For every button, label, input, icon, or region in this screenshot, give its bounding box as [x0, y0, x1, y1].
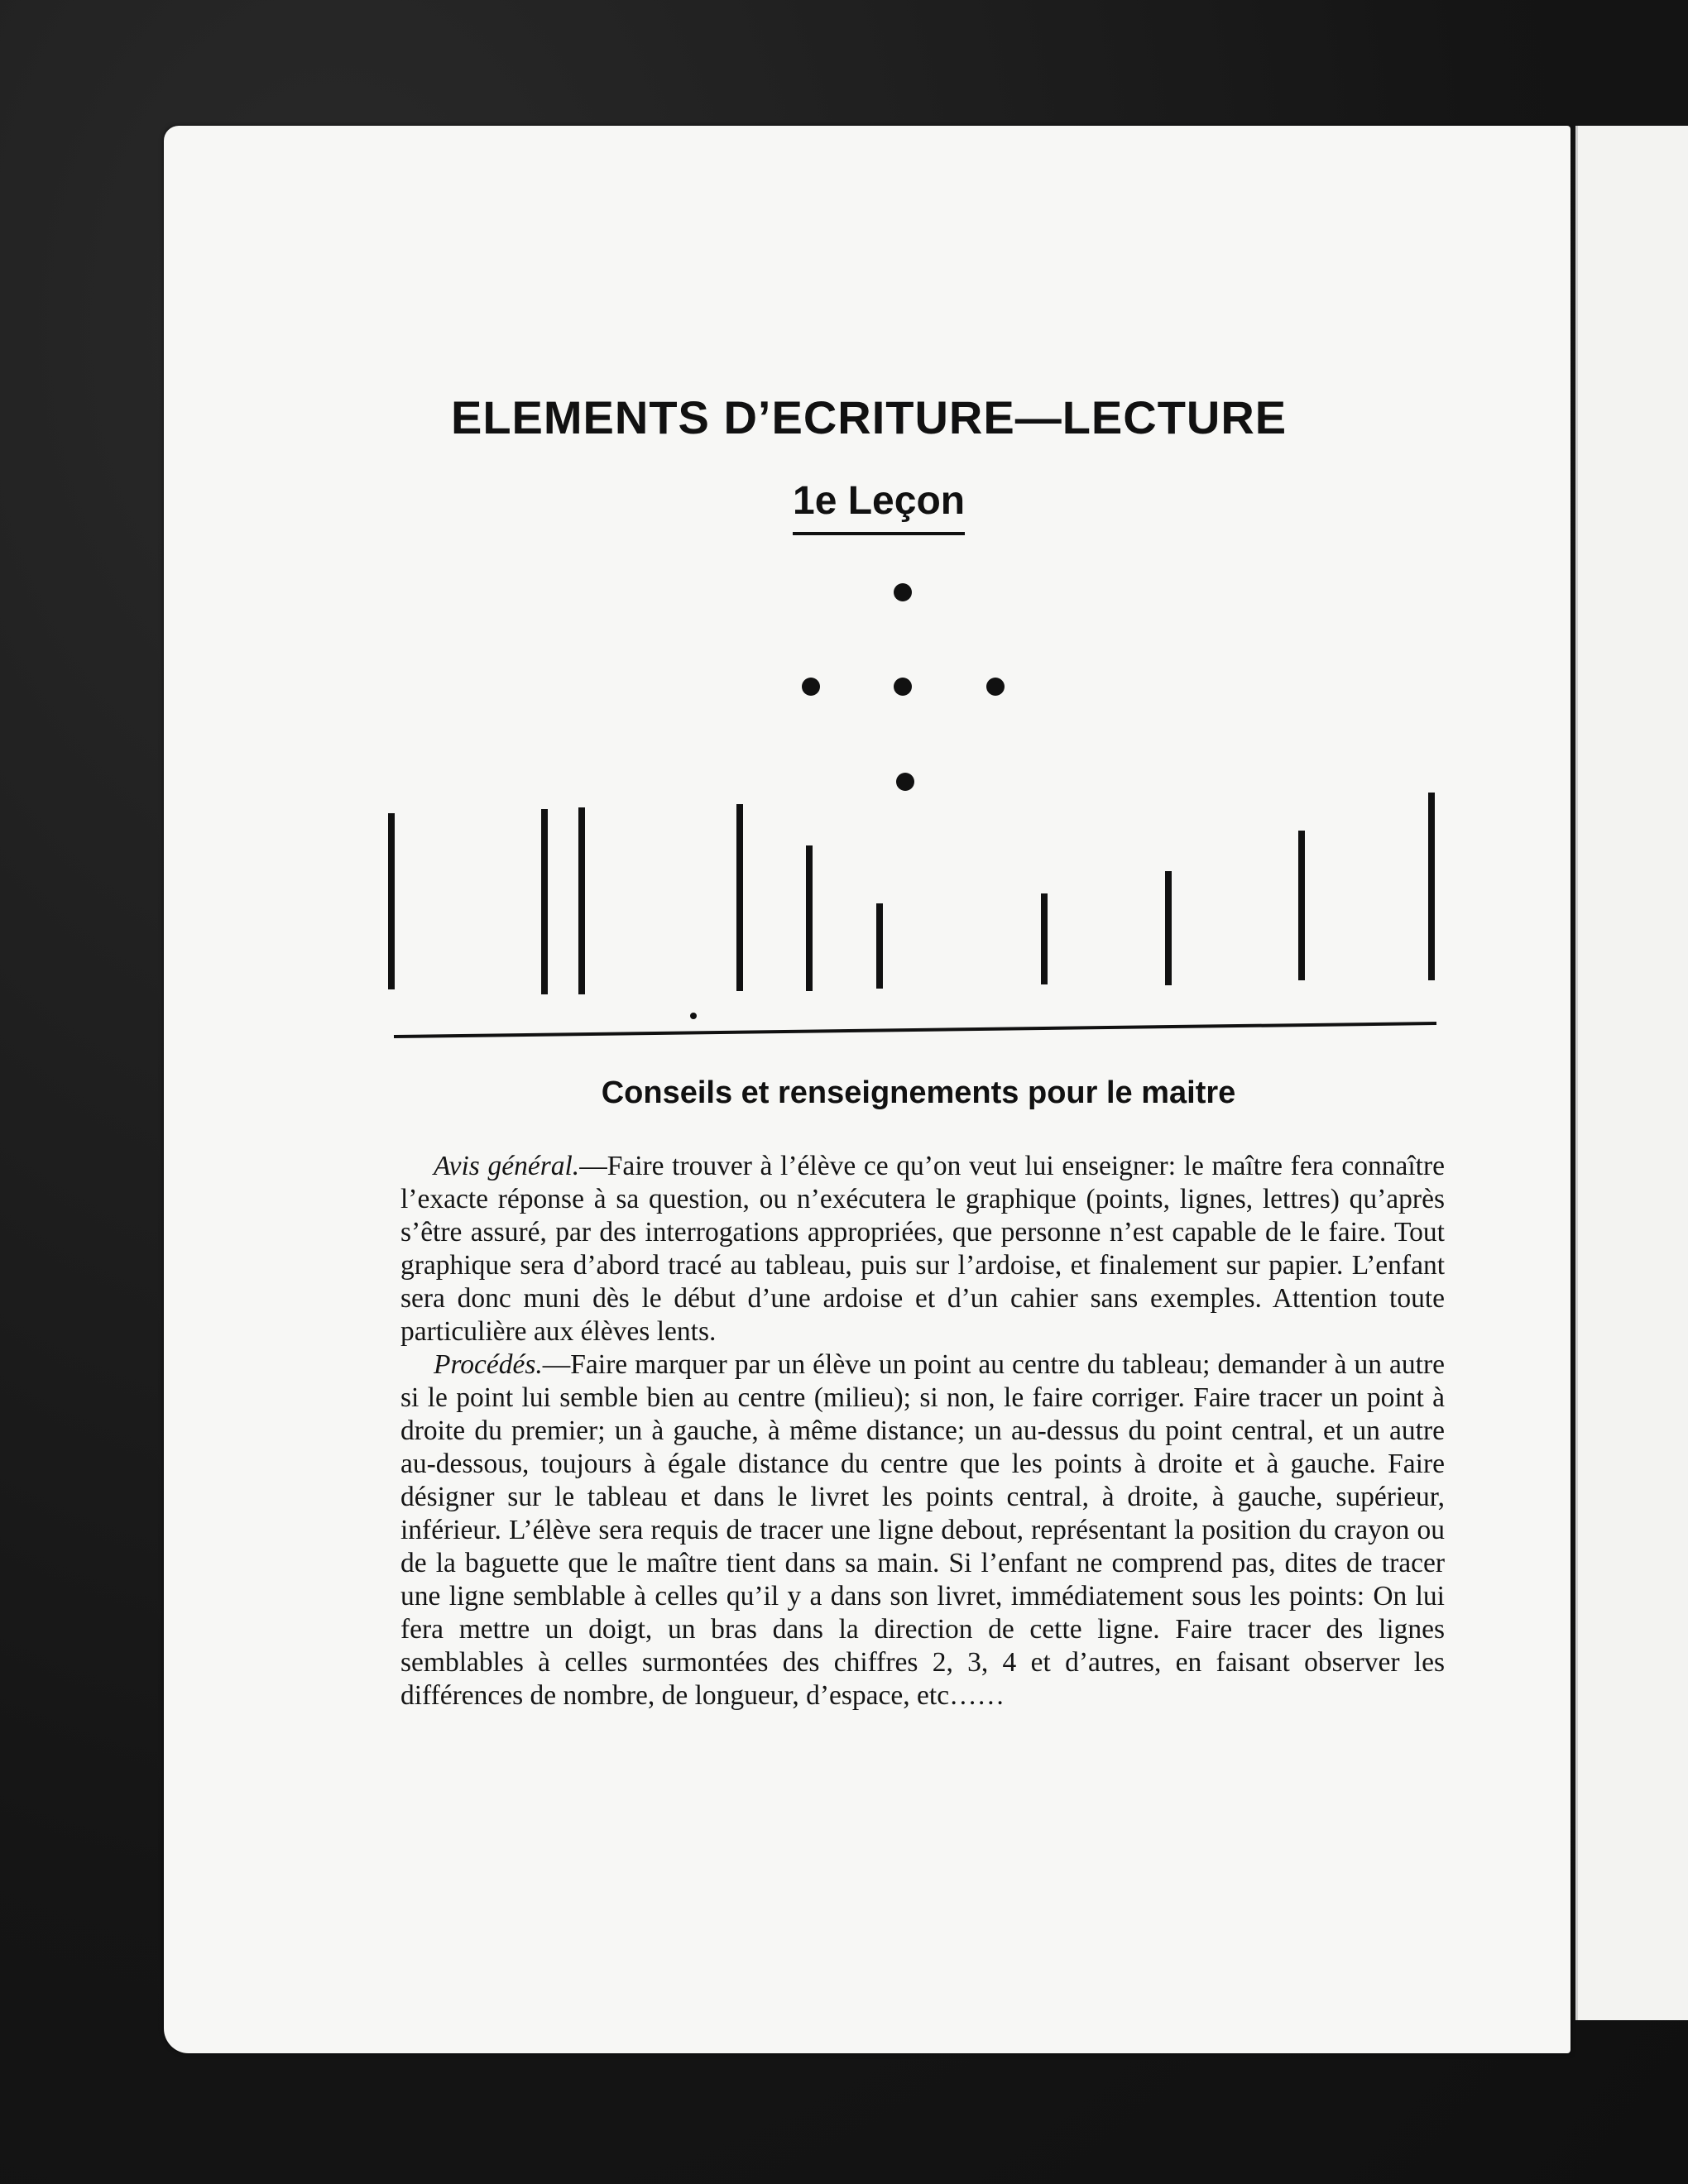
dot-right — [986, 678, 1005, 696]
paragraph-lead: Avis général. — [434, 1151, 580, 1181]
dot-top — [894, 583, 912, 601]
lesson-heading: 1e Leçon — [793, 478, 965, 535]
section-subtitle: Conseils et renseignements pour le maitre — [601, 1075, 1236, 1110]
dot-left — [802, 678, 820, 696]
dot-bottom — [896, 773, 914, 791]
dot-center — [894, 678, 912, 696]
instructions-body — [400, 1150, 1445, 1712]
horizontal-rule — [394, 1023, 1436, 1037]
paragraph-text: —Faire trouver à l’élève ce qu’on veut lui enseigner: le maître fera connaître l’exacte réponse à sa question, ou n’exécutera le graphique (points, lignes, lettres) qu’après s’être assuré, par des interrogations appropriées, que personne n’est capable de le faire. Tout graphique sera d’abord tracé au tableau, puis sur l’ardoise, et finalement sur papier. L’enfant sera donc muni dès le début d’une ardoise et d’un cahier sans exemples. Attention toute particulière aux élèves lents. — [400, 1151, 1445, 1347]
dots-and-lines-figure — [0, 0, 1688, 1075]
stray-speck — [690, 1013, 697, 1019]
paragraph-procedures — [400, 1348, 1445, 1712]
page-title: ELEMENTS D’ECRITURE—LECTURE — [451, 391, 1288, 443]
paragraph-lead: Procédés. — [434, 1349, 543, 1380]
paragraph-general-advice — [400, 1150, 1445, 1348]
paragraph-text: —Faire marquer par un élève un point au centre du tableau; demander à un autre si le point lui semble bien au centre (milieu); si non, le faire corriger. Faire tracer un point à droite du premier; un à gauche, à même distance; un au-dessus du point central, et un autre au-dessous, toujours à égale distance du centre que les points à droite et à gauche. Faire désigner sur le tableau et dans le livret les points central, à droite, à gauche, supérieur, inférieur. L’élève sera requis de tracer une ligne debout, représentant la position du crayon ou de la baguette que le maître tient dans sa main. Si l’enfant ne comprend pas, dites de tracer une ligne semblable à celles qu’il y a dans son livret, immédiatement sous les points: On lui fera mettre un doigt, un bras dans la direction de cette ligne. Faire tracer des lignes semblables à celles surmontées des chiffres 2, 3, 4 et d’autres, en faisant observer les différences de nombre, de longueur, d’espace, etc…… — [400, 1349, 1445, 1711]
